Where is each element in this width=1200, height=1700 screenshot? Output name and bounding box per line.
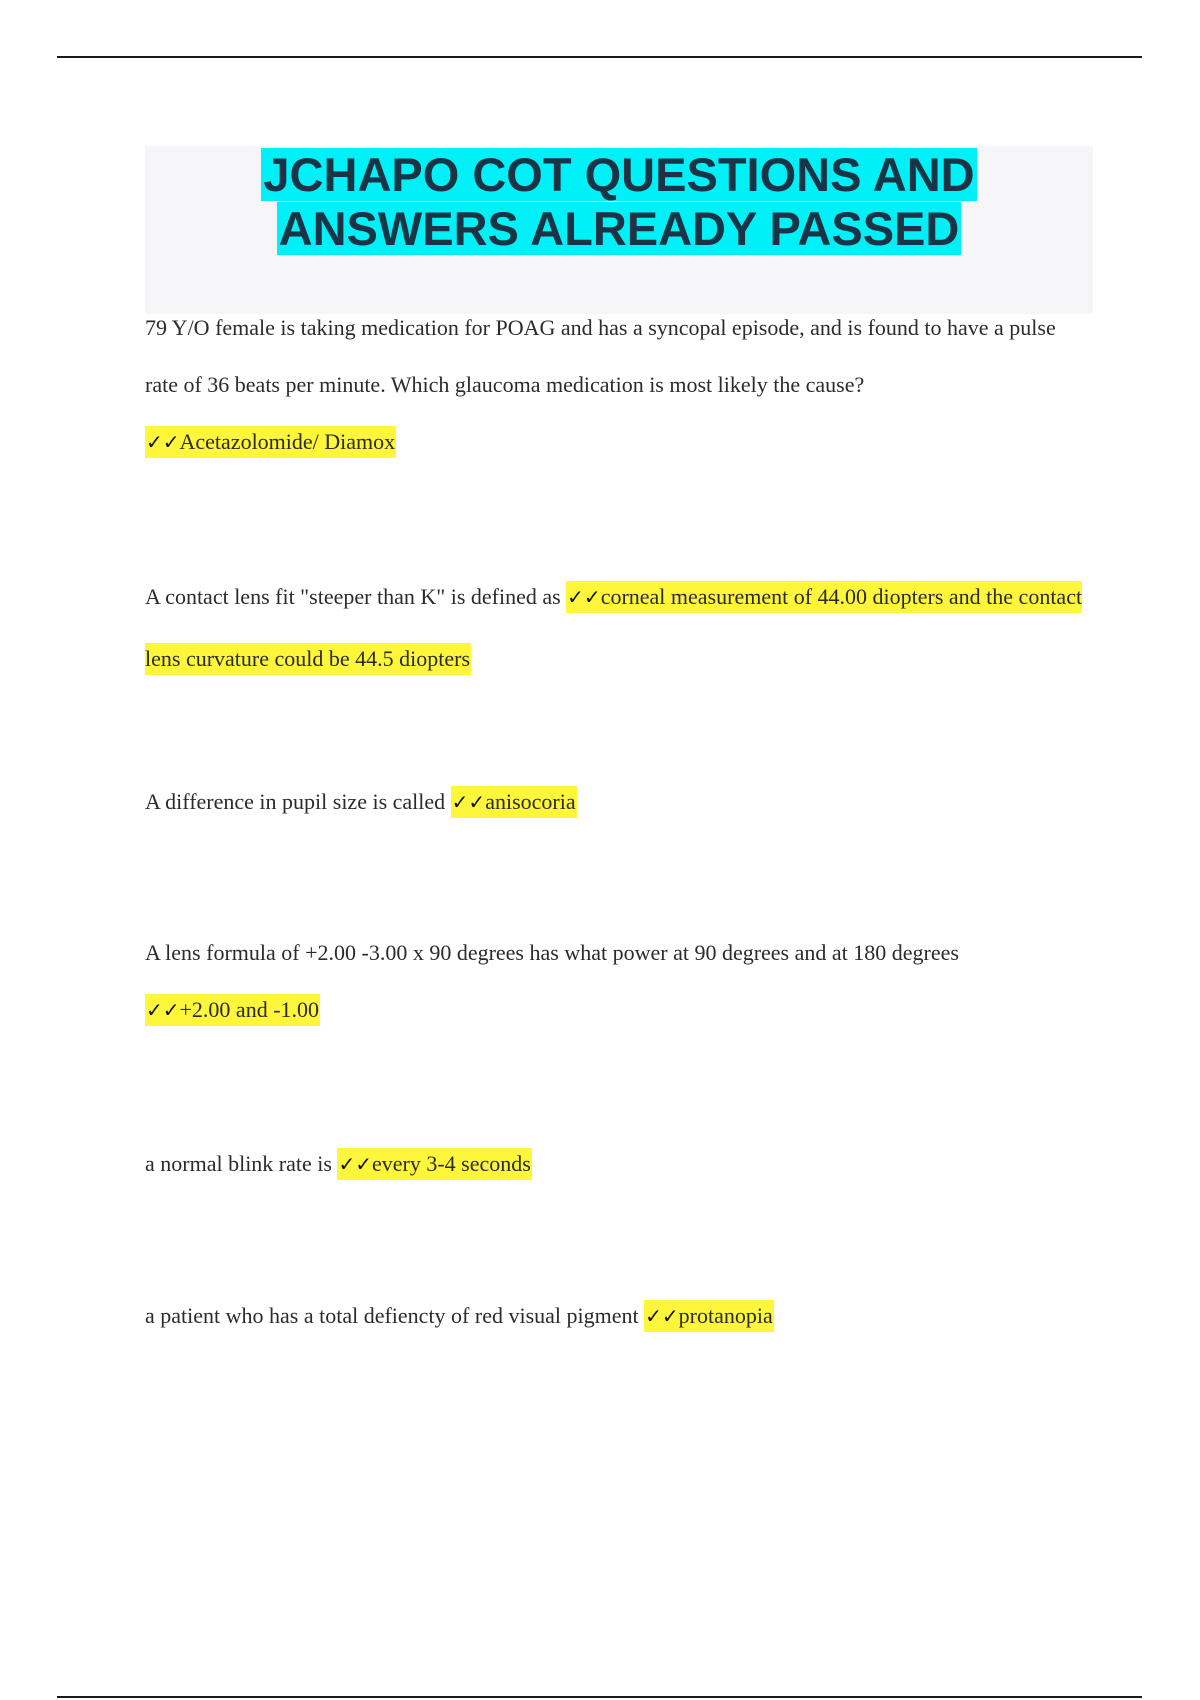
double-check-icon: ✓✓	[451, 790, 486, 814]
answer-text: +2.00 and -1.00	[179, 997, 320, 1022]
answer-text: anisocoria	[485, 789, 576, 814]
qa-item-1	[145, 299, 1085, 471]
qa-item-6	[145, 1287, 1085, 1345]
qa-item-2	[145, 566, 1085, 690]
answer-highlight	[337, 1148, 531, 1180]
document-title	[145, 148, 1093, 256]
answer-text: Acetazolomide/ Diamox	[179, 429, 396, 454]
answer-highlight	[644, 1300, 774, 1332]
question-text: 79 Y/O female is taking medication for POAG and has a syncopal episode, and is found to have a pulse rate of 36 beats per minute. Which glaucoma medication is most likely the cause?	[145, 315, 1056, 397]
title-line-1: JCHAPO COT QUESTIONS AND	[263, 148, 975, 201]
double-check-icon: ✓✓	[338, 1152, 372, 1176]
question-text: A lens formula of +2.00 -3.00 x 90 degrees has what power at 90 degrees and at 180 degrees	[145, 940, 959, 965]
qa-item-3	[145, 773, 1085, 831]
answer-highlight	[145, 994, 320, 1026]
title-line-2: ANSWERS ALREADY PASSED	[278, 202, 960, 255]
double-check-icon: ✓✓	[146, 998, 180, 1022]
answer-highlight	[451, 786, 577, 818]
answer-text: corneal measurement of 44.00 diopters and the contact lens curvature could be 44.5 diopters	[145, 584, 1083, 671]
bottom-divider	[57, 1696, 1142, 1698]
double-check-icon: ✓✓	[146, 430, 180, 454]
question-text: A difference in pupil size is called	[145, 789, 451, 814]
qa-item-4	[145, 924, 1085, 1039]
double-check-icon: ✓✓	[567, 585, 601, 609]
double-check-icon: ✓✓	[645, 1304, 679, 1328]
answer-text: protanopia	[678, 1303, 773, 1328]
question-text: a patient who has a total defiencty of red visual pigment	[145, 1303, 645, 1328]
answer-highlight	[145, 426, 396, 458]
answer-text: every 3-4 seconds	[371, 1151, 531, 1176]
top-divider	[57, 56, 1142, 58]
question-text: a normal blink rate is	[145, 1151, 338, 1176]
question-text: A contact lens fit "steeper than K" is defined as	[145, 584, 567, 609]
qa-item-5	[145, 1135, 1085, 1193]
